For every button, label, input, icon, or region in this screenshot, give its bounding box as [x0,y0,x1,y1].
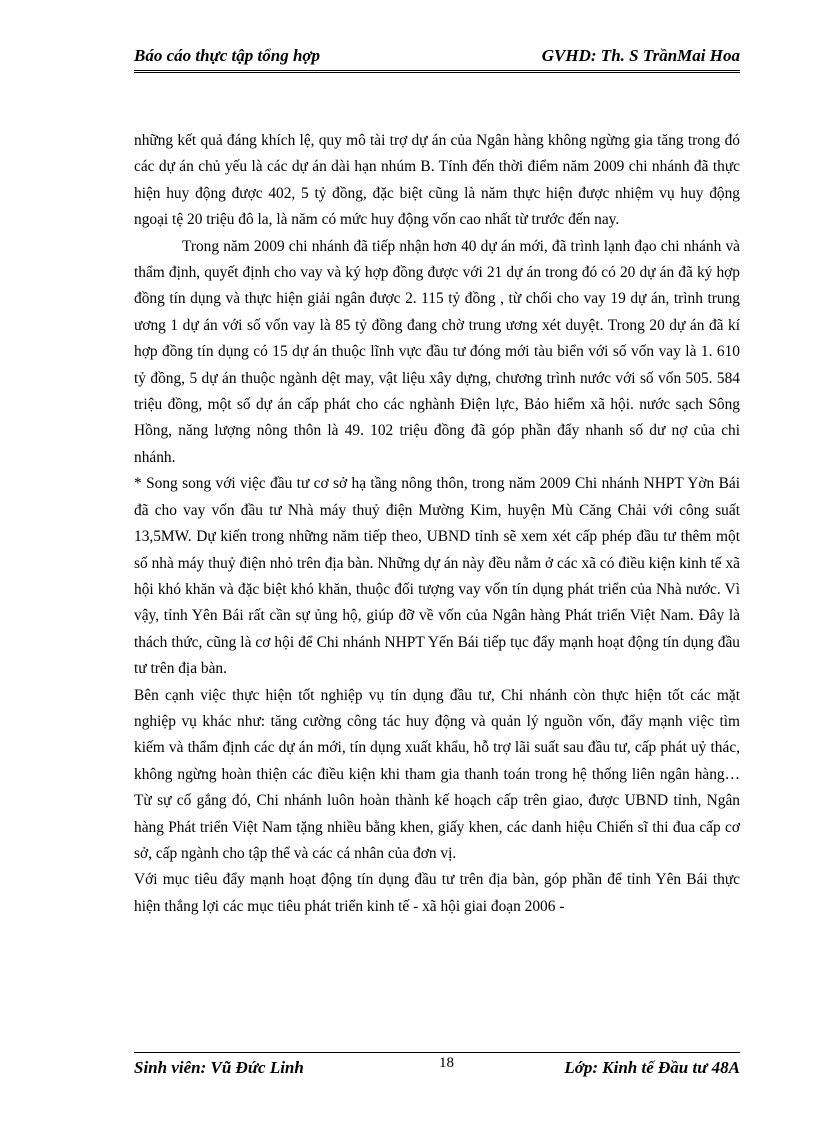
supervisor-label: GVHD: Th. S TrầnMai Hoa [541,46,740,65]
paragraph-5: Với mục tiêu đẩy mạnh hoạt động tín dụng đầu tư trên địa bàn, góp phần để tỉnh Yên Bái thực hiện thắng lợi các mục tiêu phát triển kinh tế - xã hội giai đoạn 2006 - [134,871,740,915]
page-footer [134,1052,740,1083]
student-name: Sinh viên: Vũ Đức Linh [134,1058,304,1077]
paragraph-3: * Song song với việc đầu tư cơ sở hạ tầng nông thôn, trong năm 2009 Chi nhánh NHPT Yờn Bái đã cho vay vốn đầu tư Nhà máy thuỷ điện Mường Kim, huyện Mù Căng Chải với công suất 13,5MW. Dự kiến trong những năm tiếp theo, UBND tỉnh sẽ xem xét cấp phép đầu tư thêm một số nhà máy thuỷ điện nhỏ trên địa bàn. Những dự án này đều nằm ở các xã có điều kiện kinh tế xã hội khó khăn và đặc biệt khó khăn, thuộc đối tượng vay vốn tín dụng phát triển của Nhà nước. Vì vậy, tỉnh Yên Bái rất cần sự ủng hộ, giúp đỡ về vốn của Ngân hàng Phát triển Việt Nam. Đây là thách thức, cũng là cơ hội để Chi nhánh NHPT Yến Bái tiếp tục đẩy mạnh hoạt động tín dụng đầu tư trên địa bàn. [134,475,740,678]
page-header [134,44,740,73]
paragraph-4: Bên cạnh việc thực hiện tốt nghiệp vụ tín dụng đầu tư, Chi nhánh còn thực hiện tốt các mặt nghiệp vụ khác như: tăng cường công tác huy động và quản lý nguồn vốn, đẩy mạnh việc tìm kiếm và thẩm định các dự án mới, tín dụng xuất khẩu, hỗ trợ lãi suất sau đầu tư, cấp phát uỷ thác, không ngừng hoàn thiện các điều kiện khi tham gia thanh toán trong hệ thống liên ngân hàng… Từ sự cố gắng đó, Chi nhánh luôn hoàn thành kế hoạch cấp trên giao, được UBND tỉnh, Ngân hàng Phát triển Việt Nam tặng nhiều bằng khen, giấy khen, các danh hiệu Chiến sĩ thi đua cấp cơ sở, cấp ngành cho tập thể và các cá nhân của đơn vị. [134,686,740,862]
report-title: Báo cáo thực tập tổng hợp [134,46,321,65]
class-label: Lớp: Kinh tế Đầu tư 48A [564,1058,740,1077]
paragraph-2: Trong năm 2009 chi nhánh đã tiếp nhận hơn 40 dự án mới, đã trình lạnh đạo chi nhánh và thẩm định, quyết định cho vay và ký hợp đồng được với 21 dự án trong đó có 20 dự án đã ký hợp đồng tín dụng và thực hiện giải ngân được 2. 115 tỷ đồng , từ chối cho vay 19 dự án, trình trung ương 1 dự án với số vốn vay là 85 tỷ đồng đang chờ trung ương xét duyệt. Trong 20 dự án đã kí hợp đồng tín dụng có 15 dự án thuộc lĩnh vực đầu tư đóng mới tàu biển với số vốn vay là 1. 610 tỷ đồng, 5 dự án thuộc ngành dệt may, vật liệu xây dựng, chương trình nước với số vốn 505. 584 triệu đồng, một số dự án cấp phát cho các nghành Điện lực, Bảo hiểm xã hội. nước sạch Sông Hồng, năng lượng nông thôn là 49. 102 triệu đồng đã góp phần đẩy nhanh số dư nợ của chi nhánh. [134,237,740,466]
paragraph-1: những kết quả đáng khích lệ, quy mô tài trợ dự án của Ngân hàng không ngừng gia tăng trong đó các dự án chủ yếu là các dự án dài hạn nhúm B. Tính đến thời điểm năm 2009 chi nhánh đã thực hiện huy động được 402, 5 tỷ đồng, đặc biệt cũng là năm thực hiện được nhiệm vụ huy động ngoại tệ 20 triệu đô la, là năm có mức huy động vốn cao nhất từ trước đến nay. [134,132,740,229]
page-number: 18 [439,1055,454,1071]
body-text [134,128,740,920]
